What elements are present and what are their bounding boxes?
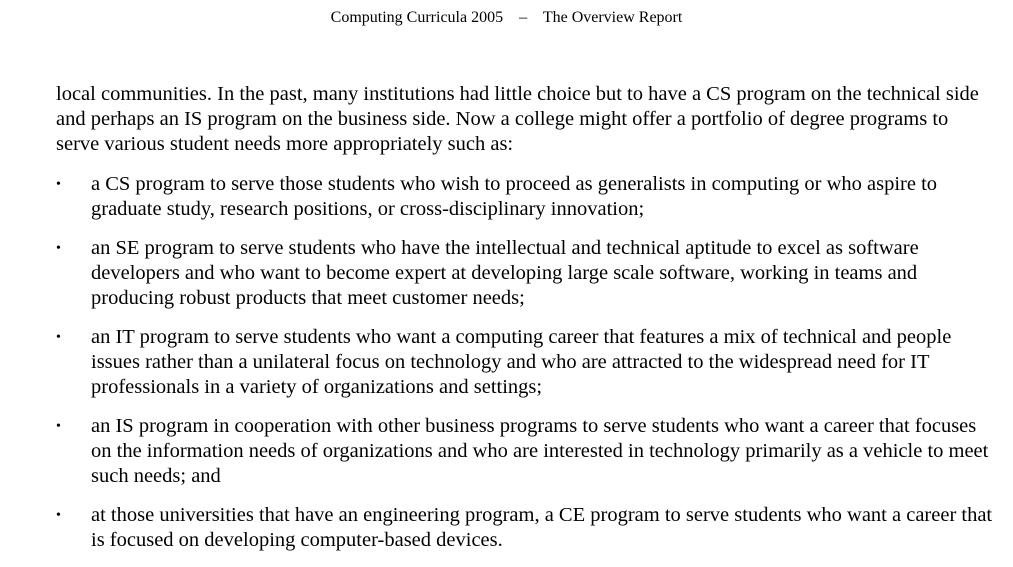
bullet-icon: • — [56, 419, 61, 434]
bullet-icon: • — [56, 508, 61, 523]
list-item-cs-program — [56, 172, 996, 222]
degree-programs-list — [56, 172, 996, 567]
list-item-text: a CS program to serve those students who wish to proceed as generalists in computing or who aspire to graduate study, research positions, or cross-disciplinary innovation; — [91, 173, 938, 220]
bullet-icon: • — [56, 177, 61, 192]
list-item-is-program — [56, 414, 996, 489]
list-item-se-program — [56, 236, 996, 311]
running-header: Computing Curricula 2005 – The Overview Report — [330, 9, 683, 26]
list-item-text: an SE program to serve students who have the intellectual and technical aptitude to excel as software developers and who want to become expert at developing large scale software, working in teams and producing robust products that meet customer needs; — [91, 237, 919, 309]
list-item-text: an IT program to serve students who want a computing career that features a mix of technical and people issues rather than a unilateral focus on technology and who are attracted to the widespread need for IT professionals in a variety of organizations and settings; — [91, 326, 952, 398]
list-item-text: at those universities that have an engineering program, a CE program to serve students who want a career that is focused on developing computer-based devices. — [91, 504, 993, 551]
list-item-text: an IS program in cooperation with other business programs to serve students who want a career that focuses on the information needs of organizations and who are interested in technology primarily as a vehicle to meet such needs; and — [91, 415, 989, 487]
list-item-it-program — [56, 325, 996, 400]
bullet-icon: • — [56, 241, 61, 256]
intro-paragraph: local communities. In the past, many institutions had little choice but to have a CS program on the technical side and perhaps an IS program on the business side. Now a college might offer a portfolio of degree programs to serve various student needs more appropriately such as: — [56, 83, 979, 155]
list-item-ce-program — [56, 503, 996, 553]
bullet-icon: • — [56, 330, 61, 345]
